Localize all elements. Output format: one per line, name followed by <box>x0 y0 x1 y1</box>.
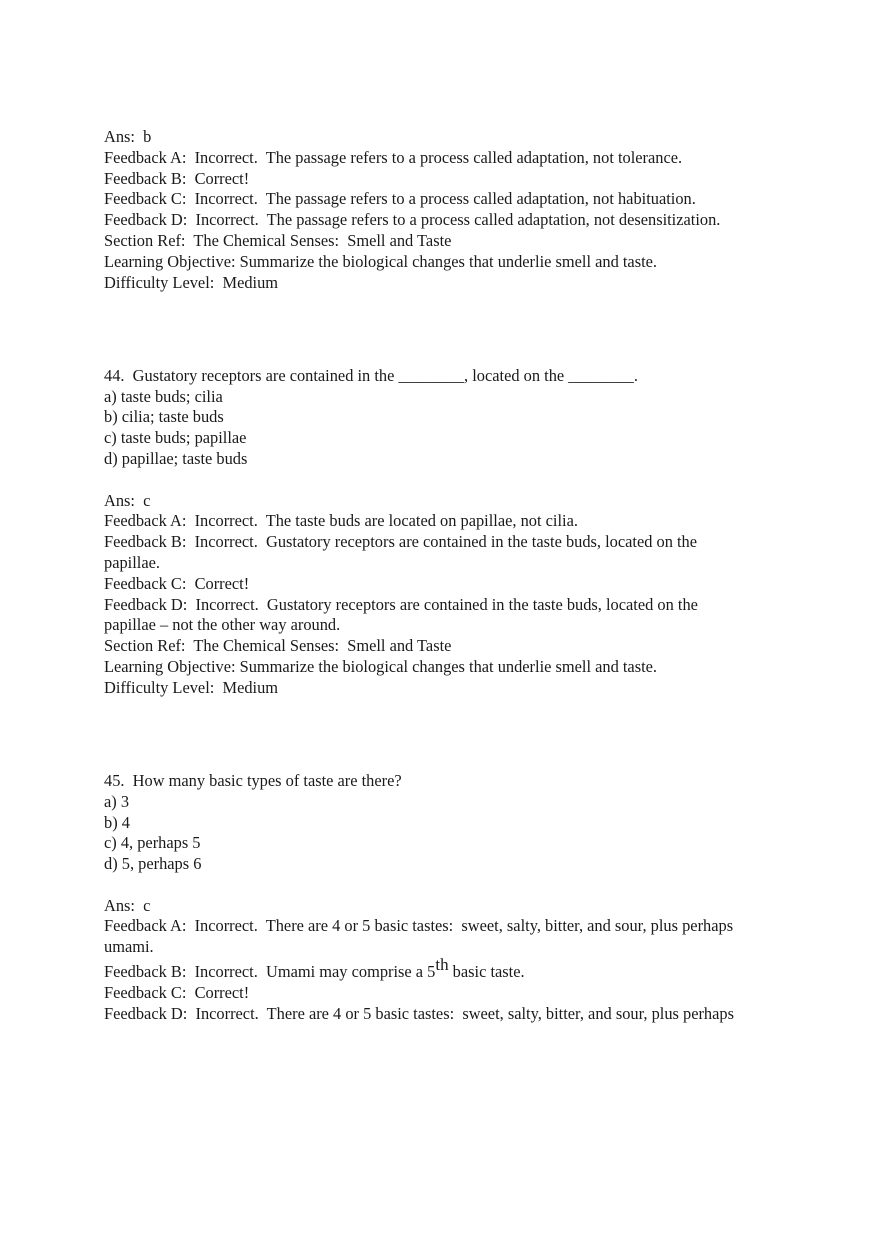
q43-feedback-b: Feedback B: Correct! <box>104 168 250 188</box>
q44-option-c: c) taste buds; papillae <box>104 428 247 448</box>
q44-option-a: a) taste buds; cilia <box>104 386 223 406</box>
q43-feedback-d: Feedback D: Incorrect. The passage refers to a process called adaptation, not desensitization. <box>104 210 721 230</box>
spacer <box>104 293 784 355</box>
q44-question: 44. Gustatory receptors are contained in the ________, located on the ________. <box>104 365 638 385</box>
q45-option-d: d) 5, perhaps 6 <box>104 854 202 874</box>
q45-answer: Ans: c <box>104 895 151 915</box>
spacer <box>104 699 784 761</box>
q44-answer: Ans: c <box>104 490 151 510</box>
q44-feedback-a: Feedback A: Incorrect. The taste buds are located on papillae, not cilia. <box>104 511 578 531</box>
q44-option-b: b) cilia; taste buds <box>104 407 224 427</box>
q45-option-a: a) 3 <box>104 791 130 811</box>
q43-section-ref: Section Ref: The Chemical Senses: Smell and Taste <box>104 230 452 250</box>
document-page <box>104 127 784 1024</box>
q45-feedback-b-text: Feedback B: Incorrect. Umami may comprise a 5 <box>104 962 436 982</box>
q44-option-d: d) papillae; taste buds <box>104 448 248 468</box>
spacer <box>104 875 784 896</box>
q45-feedback-d: Feedback D: Incorrect. There are 4 or 5 basic tastes: sweet, salty, bitter, and sour, plus perhaps <box>104 1003 734 1023</box>
q43-difficulty: Difficulty Level: Medium <box>104 272 279 292</box>
q44-learning-objective: Learning Objective: Summarize the biological changes that underlie smell and taste. <box>104 656 657 676</box>
q43-feedback-c: Feedback C: Incorrect. The passage refers to a process called adaptation, not habituation. <box>104 189 696 209</box>
q43-learning-objective: Learning Objective: Summarize the biological changes that underlie smell and taste. <box>104 251 657 271</box>
q45-option-b: b) 4 <box>104 812 130 832</box>
q45-option-c: c) 4, perhaps 5 <box>104 833 201 853</box>
q44-feedback-d: Feedback D: Incorrect. Gustatory receptors are contained in the taste buds, located on the <box>104 594 698 614</box>
q45-feedback-b <box>104 955 784 983</box>
q45-question: 45. How many basic types of taste are there? <box>104 770 402 790</box>
q43-feedback-a: Feedback A: Incorrect. The passage refers to a process called adaptation, not tolerance. <box>104 147 683 167</box>
q44-feedback-b: Feedback B: Incorrect. Gustatory receptors are contained in the taste buds, located on the <box>104 532 698 552</box>
q44-section-ref: Section Ref: The Chemical Senses: Smell and Taste <box>104 636 452 656</box>
q45-feedback-a-cont: umami. <box>104 937 154 957</box>
spacer <box>104 470 784 491</box>
q45-feedback-a: Feedback A: Incorrect. There are 4 or 5 basic tastes: sweet, salty, bitter, and sour, plus perhaps <box>104 916 734 936</box>
q44-difficulty: Difficulty Level: Medium <box>104 677 279 697</box>
q43-answer: Ans: b <box>104 127 152 146</box>
q45-feedback-c: Feedback C: Correct! <box>104 982 250 1002</box>
q45-feedback-b-text-end: basic taste. <box>448 962 525 982</box>
q44-feedback-d-cont: papillae – not the other way around. <box>104 615 341 635</box>
ordinal-suffix: th <box>435 955 449 975</box>
q44-feedback-b-cont: papillae. <box>104 552 160 572</box>
q44-feedback-c: Feedback C: Correct! <box>104 573 250 593</box>
